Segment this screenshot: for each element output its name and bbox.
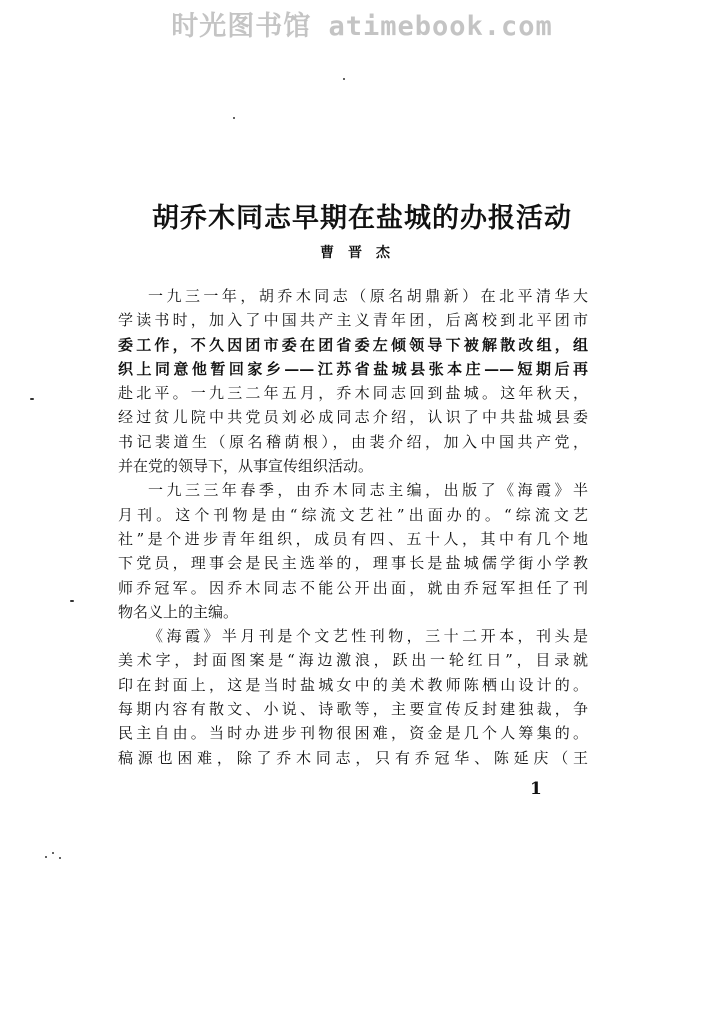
scan-speck [343,78,345,80]
text-line: 并在党的领导下，从事宣传组织活动。 [118,457,374,476]
scan-speck [52,852,54,854]
text-line: 印在封面上，这是当时盐城女中的美术教师陈栖山设计的。 [118,675,588,694]
article-author: 曹晋杰 [320,245,404,261]
text-line: 委工作，不久因团市委在团省委左倾领导下被解散改组，组 [118,335,588,354]
text-line: 一九三一年，胡乔木同志（原名胡鼎新）在北平清华大 [148,287,588,305]
text-line: 月刊。这个刊物是由“综流文艺社”出面办的。“综流文艺 [118,505,588,524]
text-line: 师乔冠军。因乔木同志不能公开出面，就由乔冠军担任了刊 [118,578,588,597]
scan-speck [30,398,34,400]
text-line: 一九三三年春季，由乔木同志主编，出版了《海霞》半 [148,481,588,500]
text-line: 民主自由。当时办进步刊物很困难，资金是几个人筹集的。 [118,724,588,743]
text-line: 赴北平。一九三二年五月，乔木同志回到盐城。这年秋天， [118,384,588,403]
text-line: 美术字，封面图案是“海边激浪，跃出一轮红日”，目录就 [118,651,588,670]
text-line: 每期内容有散文、小说、诗歌等，主要宣传反封建独裁，争 [118,700,588,719]
scan-speck [59,857,61,859]
scan-speck [70,600,74,602]
scan-speck [233,117,235,119]
text-line: 书记裴道生（原名稽荫根），由裴介绍，加入中国共产党， [118,432,588,451]
text-line: 物名义上的主编。 [118,602,239,621]
text-line: 经过贫儿院中共党员刘必成同志介绍，认识了中共盐城县委 [118,408,588,427]
text-line: 下党员，理事会是民主选举的，理事长是盐城儒学街小学教 [118,554,588,573]
text-line: 《海霞》半月刊是个文艺性刊物，三十二开本，刊头是 [148,627,588,646]
watermark: 时光图书馆 atimebook.com [171,11,553,42]
text-line: 稿源也困难，除了乔木同志，只有乔冠华、陈延庆（王 [118,748,588,767]
text-line: 织上同意他暂回家乡——江苏省盐城县张本庄——短期后再 [118,359,588,378]
scan-speck [45,856,47,858]
page-number: 1 [530,779,542,799]
text-line: 学读书时，加入了中国共产主义青年团，后离校到北平团市 [118,311,588,330]
text-line: 社”是个进步青年组织，成员有四、五十人，其中有几个地 [118,529,588,548]
article-body [118,284,588,770]
article-title: 胡乔木同志早期在盐城的办报活动 [152,203,572,234]
